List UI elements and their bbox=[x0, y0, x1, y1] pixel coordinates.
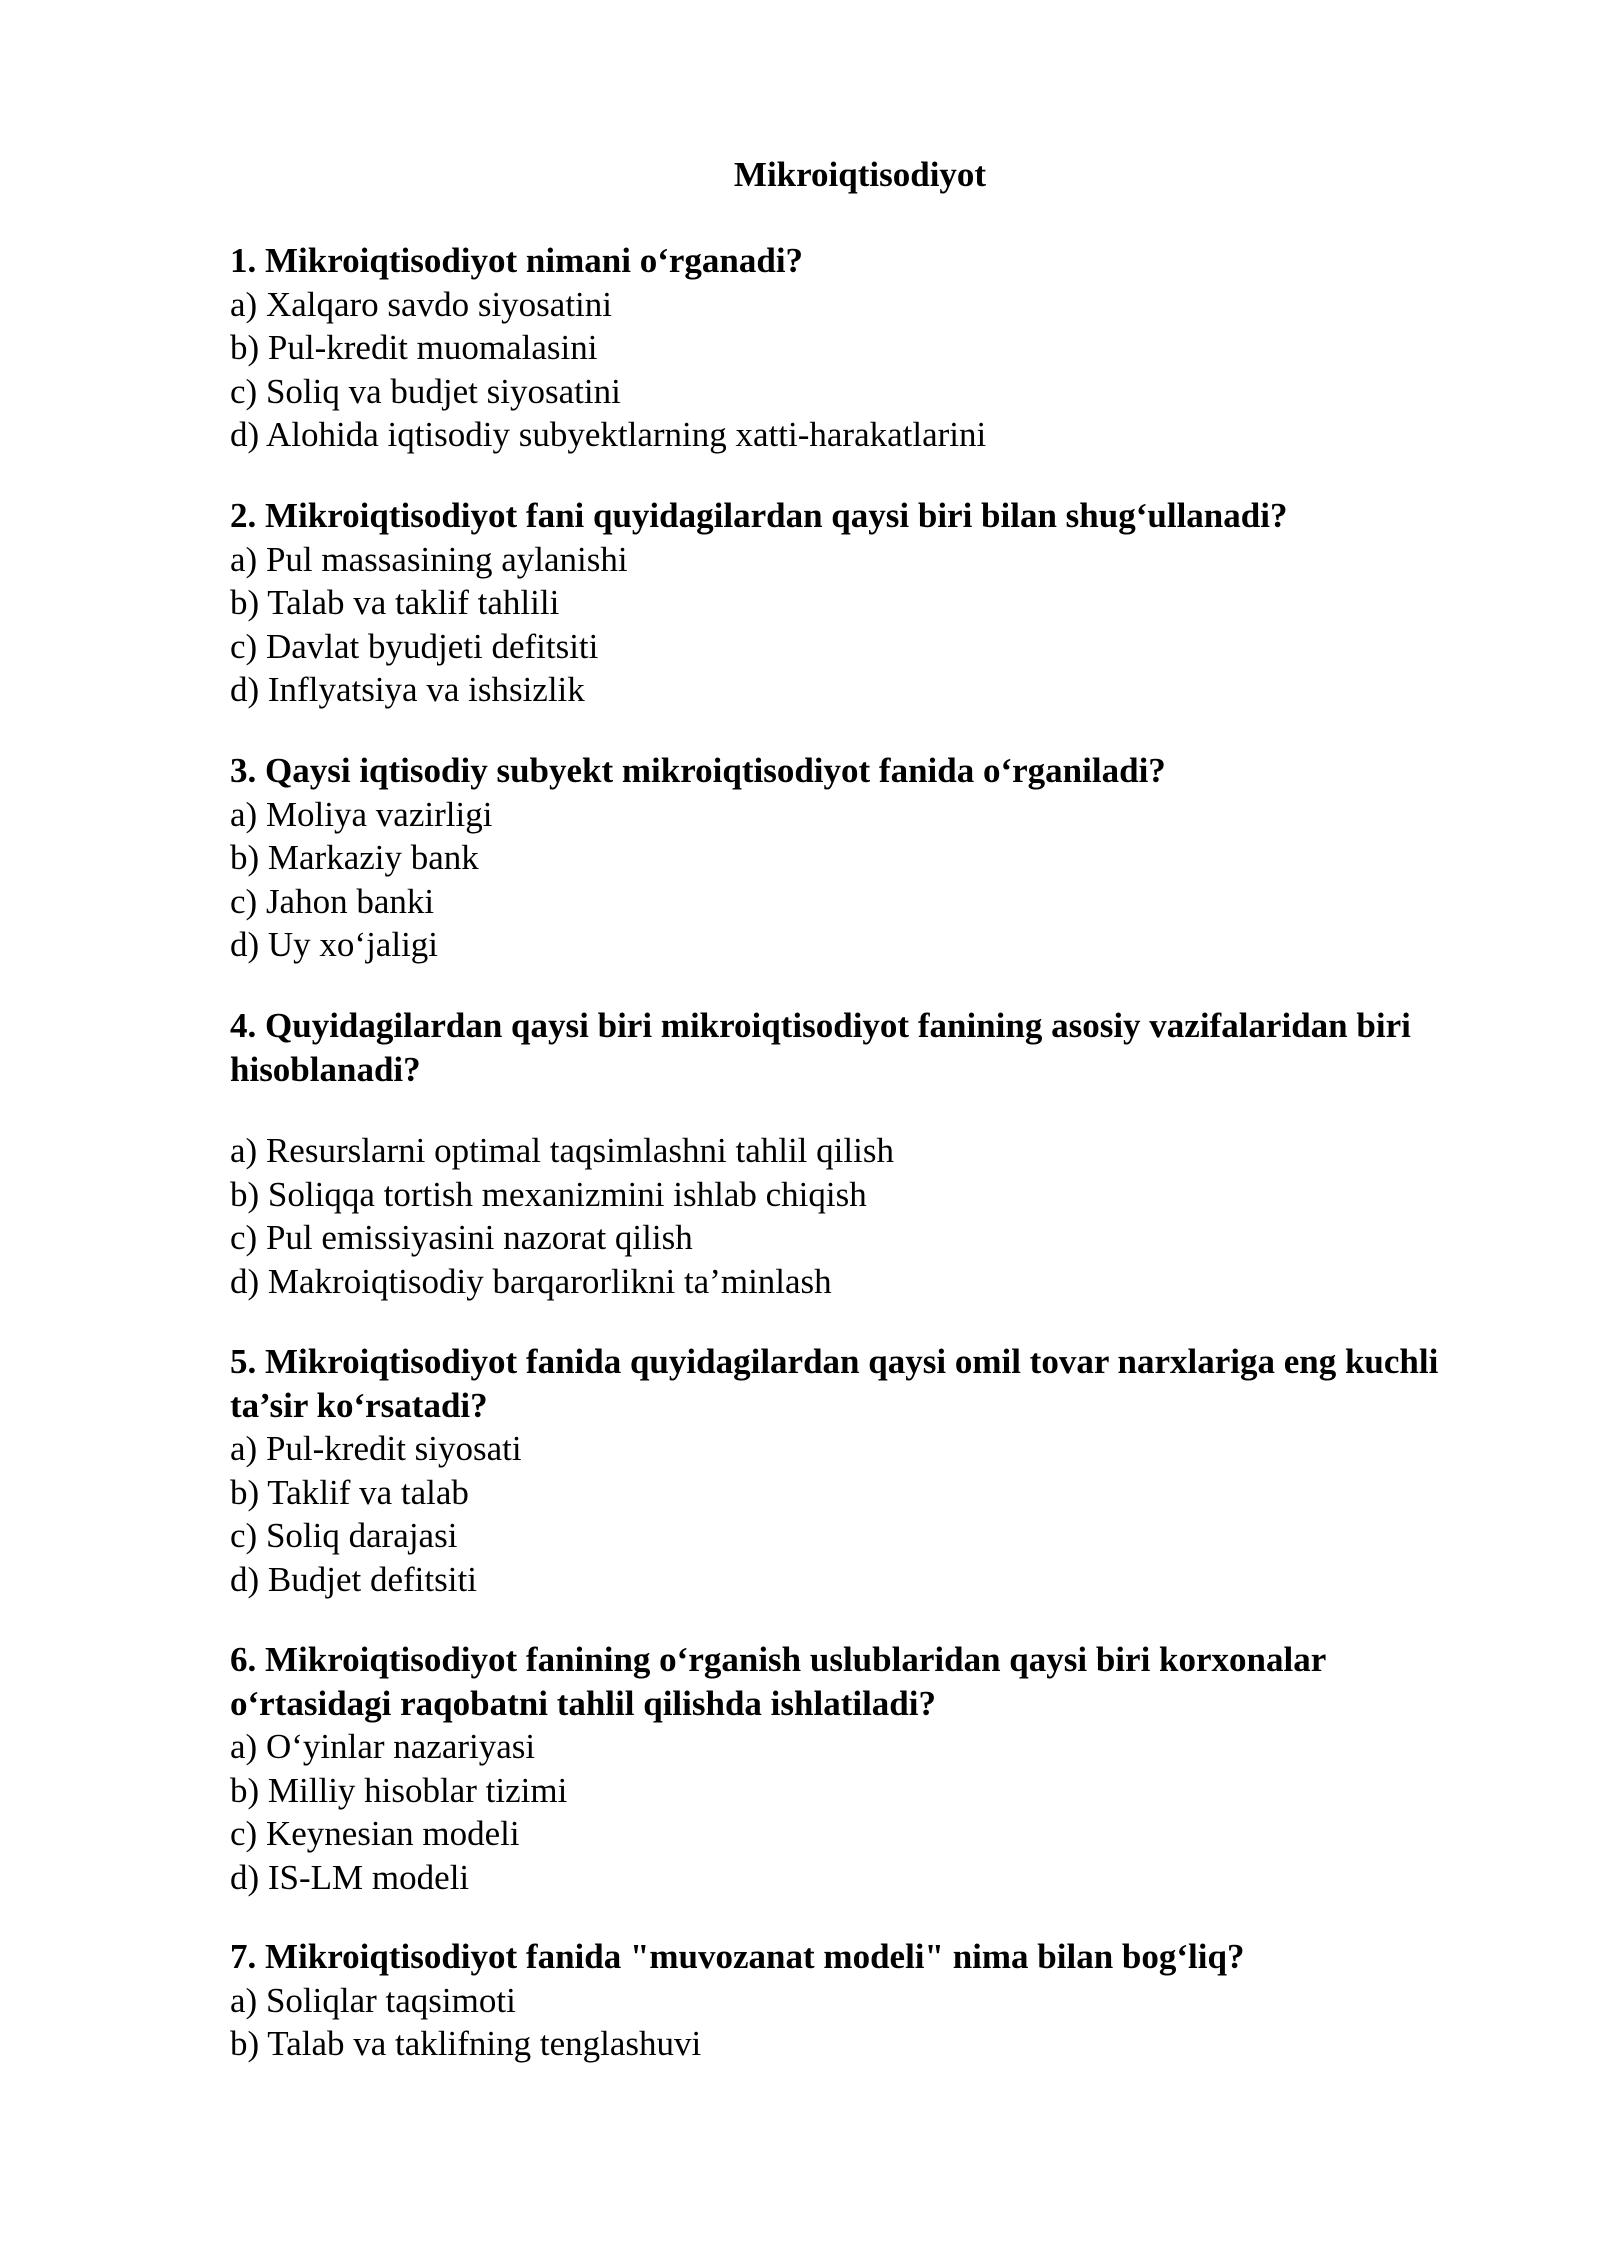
question-text: 5. Mikroiqtisodiyot fanida quyidagilardan qaysi omil tovar narxlariga eng kuchli ta’sir ko‘rsatadi? bbox=[230, 1342, 1439, 1425]
question-text: 6. Mikroiqtisodiyot fanining o‘rganish uslublaridan qaysi biri korxonalar o‘rtasidagi raqobatni tahlil qilishda ishlatiladi? bbox=[230, 1640, 1326, 1723]
question-text: 3. Qaysi iqtisodiy subyekt mikroiqtisodiyot fanida o‘rganiladi? bbox=[230, 751, 1166, 790]
answer-option-d: d) Uy xo‘jaligi bbox=[230, 925, 439, 964]
question-text: 7. Mikroiqtisodiyot fanida "muvozanat modeli" nima bilan bog‘liq? bbox=[230, 1937, 1245, 1976]
answer-option-a: a) Resurslarni optimal taqsimlashni tahlil qilish bbox=[230, 1131, 894, 1170]
question-5 bbox=[230, 1340, 1470, 1601]
answer-option-b: b) Pul-kredit muomalasini bbox=[230, 328, 598, 367]
answer-option-d: d) IS-LM modeli bbox=[230, 1857, 470, 1897]
question-text: 4. Quyidagilardan qaysi biri mikroiqtisodiyot fanining asosiy vazifalaridan biri hisoblanadi? bbox=[230, 1006, 1411, 1089]
answer-option-d: d) Budjet defitsiti bbox=[230, 1559, 477, 1599]
question-3 bbox=[230, 749, 1470, 967]
answer-option-c: c) Pul emissiyasini nazorat qilish bbox=[230, 1218, 693, 1257]
answer-option-c: c) Soliq va budjet siyosatini bbox=[230, 371, 621, 411]
answer-options bbox=[230, 1129, 1470, 1303]
answer-option-a: a) Moliya vazirligi bbox=[230, 794, 493, 834]
document-title: Mikroiqtisodiyot bbox=[733, 155, 987, 194]
question-7 bbox=[230, 1935, 1470, 2066]
question-1 bbox=[230, 239, 1470, 457]
answer-option-b: b) Milliy hisoblar tizimi bbox=[230, 1770, 568, 1810]
question-2 bbox=[230, 494, 1470, 712]
question-4 bbox=[230, 1004, 1470, 1303]
answer-option-c: c) Keynesian modeli bbox=[230, 1814, 520, 1853]
answer-option-b: b) Taklif va talab bbox=[230, 1472, 469, 1512]
answer-option-b: b) Talab va taklif tahlili bbox=[230, 583, 560, 622]
answer-options bbox=[230, 538, 1470, 712]
answer-option-a: a) Soliqlar taqsimoti bbox=[230, 1980, 516, 2020]
answer-options bbox=[230, 793, 1470, 967]
answer-option-a: a) Xalqaro savdo siyosatini bbox=[230, 284, 612, 324]
question-text: 1. Mikroiqtisodiyot nimani o‘rganadi? bbox=[230, 241, 804, 280]
answer-options bbox=[230, 1979, 1470, 2066]
answer-option-b: b) Talab va taklifning tenglashuvi bbox=[230, 2024, 702, 2063]
question-6 bbox=[230, 1638, 1470, 1899]
answer-options bbox=[230, 283, 1470, 457]
answer-option-d: d) Alohida iqtisodiy subyektlarning xatti-harakatlarini bbox=[230, 415, 987, 454]
answer-option-b: b) Markaziy bank bbox=[230, 838, 479, 877]
answer-option-c: c) Davlat byudjeti defitsiti bbox=[230, 626, 599, 666]
answer-option-c: c) Jahon banki bbox=[230, 881, 435, 921]
answer-option-b: b) Soliqqa tortish mexanizmini ishlab chiqish bbox=[230, 1174, 867, 1214]
answer-option-d: d) Inflyatsiya va ishsizlik bbox=[230, 670, 585, 709]
answer-option-a: a) Pul massasining aylanishi bbox=[230, 539, 628, 579]
answer-options bbox=[230, 1725, 1470, 1899]
answer-option-c: c) Soliq darajasi bbox=[230, 1516, 458, 1555]
question-text: 2. Mikroiqtisodiyot fani quyidagilardan qaysi biri bilan shug‘ullanadi? bbox=[230, 496, 1288, 535]
answer-options bbox=[230, 1427, 1470, 1601]
answer-option-d: d) Makroiqtisodiy barqarorlikni ta’minlash bbox=[230, 1261, 832, 1301]
answer-option-a: a) Pul-kredit siyosati bbox=[230, 1429, 522, 1468]
answer-option-a: a) O‘yinlar nazariyasi bbox=[230, 1727, 536, 1766]
